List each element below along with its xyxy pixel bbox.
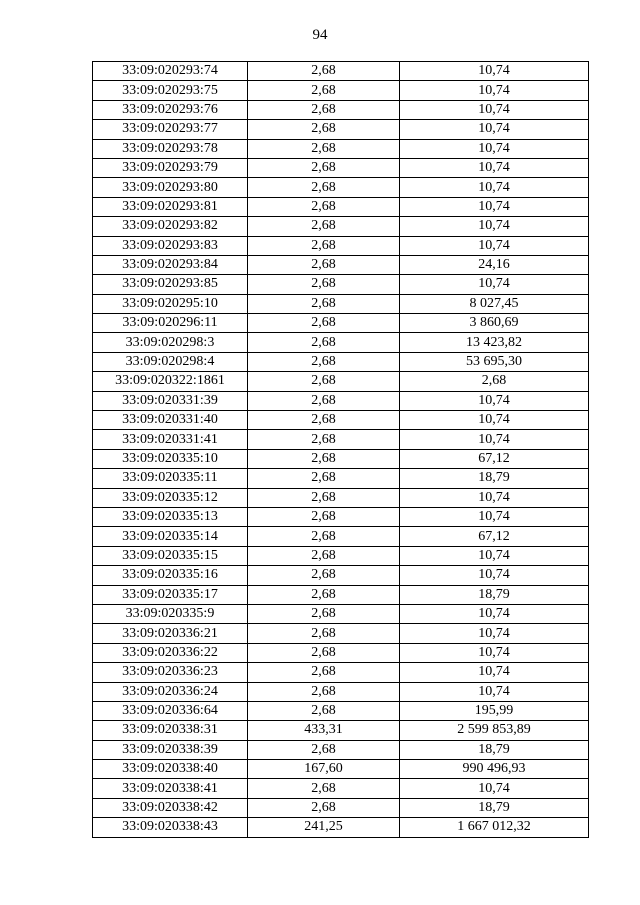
table-row: [93, 449, 589, 468]
value-a-cell: 2,68: [248, 643, 400, 662]
value-b-cell: 10,74: [400, 139, 589, 158]
table-row: [93, 352, 589, 371]
value-b-cell: 8 027,45: [400, 294, 589, 313]
table-row: [93, 760, 589, 779]
cadastral-number-cell: 33:09:020331:39: [93, 391, 248, 410]
table-row: [93, 798, 589, 817]
value-a-cell: 2,68: [248, 546, 400, 565]
value-b-cell: 10,74: [400, 682, 589, 701]
value-b-cell: 10,74: [400, 217, 589, 236]
cadastral-number-cell: 33:09:020293:84: [93, 255, 248, 274]
value-b-cell: 18,79: [400, 798, 589, 817]
value-b-cell: 67,12: [400, 527, 589, 546]
cadastral-number-cell: 33:09:020293:74: [93, 62, 248, 81]
cadastral-number-cell: 33:09:020335:14: [93, 527, 248, 546]
value-b-cell: 10,74: [400, 430, 589, 449]
value-a-cell: 2,68: [248, 449, 400, 468]
table-row: [93, 604, 589, 623]
value-a-cell: 2,68: [248, 663, 400, 682]
value-a-cell: 2,68: [248, 527, 400, 546]
value-a-cell: 2,68: [248, 682, 400, 701]
cadastral-number-cell: 33:09:020335:17: [93, 585, 248, 604]
value-a-cell: 2,68: [248, 585, 400, 604]
value-a-cell: 2,68: [248, 701, 400, 720]
cadastral-number-cell: 33:09:020293:77: [93, 120, 248, 139]
value-a-cell: 2,68: [248, 352, 400, 371]
value-a-cell: 433,31: [248, 721, 400, 740]
table-row: [93, 275, 589, 294]
cadastral-number-cell: 33:09:020338:39: [93, 740, 248, 759]
cadastral-number-cell: 33:09:020293:83: [93, 236, 248, 255]
value-b-cell: 10,74: [400, 100, 589, 119]
table-row: [93, 566, 589, 585]
value-a-cell: 2,68: [248, 624, 400, 643]
cadastral-number-cell: 33:09:020336:22: [93, 643, 248, 662]
value-b-cell: 2 599 853,89: [400, 721, 589, 740]
cadastral-number-cell: 33:09:020338:41: [93, 779, 248, 798]
cadastral-number-cell: 33:09:020338:31: [93, 721, 248, 740]
value-b-cell: 18,79: [400, 740, 589, 759]
table-row: [93, 507, 589, 526]
table-row: [93, 62, 589, 81]
table-body: [93, 62, 589, 838]
value-b-cell: 10,74: [400, 624, 589, 643]
cadastral-number-cell: 33:09:020293:81: [93, 197, 248, 216]
value-a-cell: 2,68: [248, 120, 400, 139]
table-row: [93, 527, 589, 546]
table-row: [93, 488, 589, 507]
cadastral-number-cell: 33:09:020322:1861: [93, 372, 248, 391]
value-b-cell: 10,74: [400, 236, 589, 255]
table-row: [93, 391, 589, 410]
table-row: [93, 217, 589, 236]
value-a-cell: 2,68: [248, 333, 400, 352]
cadastral-number-cell: 33:09:020295:10: [93, 294, 248, 313]
table-row: [93, 314, 589, 333]
value-a-cell: 2,68: [248, 411, 400, 430]
table-row: [93, 372, 589, 391]
cadastral-number-cell: 33:09:020336:23: [93, 663, 248, 682]
value-b-cell: 18,79: [400, 585, 589, 604]
cadastral-number-cell: 33:09:020335:12: [93, 488, 248, 507]
cadastral-number-cell: 33:09:020298:3: [93, 333, 248, 352]
table-row: [93, 178, 589, 197]
page-number: 94: [312, 27, 328, 43]
value-b-cell: 1 667 012,32: [400, 818, 589, 837]
data-table: [92, 61, 589, 838]
cadastral-number-cell: 33:09:020338:43: [93, 818, 248, 837]
value-b-cell: 10,74: [400, 663, 589, 682]
cadastral-number-cell: 33:09:020335:16: [93, 566, 248, 585]
table-row: [93, 158, 589, 177]
table-row: [93, 236, 589, 255]
value-a-cell: 167,60: [248, 760, 400, 779]
table-row: [93, 624, 589, 643]
value-a-cell: 2,68: [248, 430, 400, 449]
value-b-cell: 3 860,69: [400, 314, 589, 333]
value-a-cell: 2,68: [248, 255, 400, 274]
cadastral-number-cell: 33:09:020336:64: [93, 701, 248, 720]
table-row: [93, 255, 589, 274]
table-row: [93, 818, 589, 837]
cadastral-number-cell: 33:09:020293:76: [93, 100, 248, 119]
value-b-cell: 10,74: [400, 178, 589, 197]
table-row: [93, 469, 589, 488]
value-a-cell: 2,68: [248, 391, 400, 410]
value-a-cell: 2,68: [248, 372, 400, 391]
value-a-cell: 2,68: [248, 604, 400, 623]
value-b-cell: 18,79: [400, 469, 589, 488]
value-b-cell: 10,74: [400, 411, 589, 430]
cadastral-number-cell: 33:09:020335:13: [93, 507, 248, 526]
value-a-cell: 2,68: [248, 798, 400, 817]
value-b-cell: 10,74: [400, 566, 589, 585]
value-a-cell: 2,68: [248, 469, 400, 488]
value-a-cell: 2,68: [248, 197, 400, 216]
cadastral-number-cell: 33:09:020336:21: [93, 624, 248, 643]
value-b-cell: 67,12: [400, 449, 589, 468]
cadastral-number-cell: 33:09:020331:41: [93, 430, 248, 449]
value-b-cell: 10,74: [400, 604, 589, 623]
cadastral-number-cell: 33:09:020293:75: [93, 81, 248, 100]
value-b-cell: 10,74: [400, 779, 589, 798]
value-b-cell: 10,74: [400, 391, 589, 410]
cadastral-number-cell: 33:09:020336:24: [93, 682, 248, 701]
table-row: [93, 100, 589, 119]
table-row: [93, 546, 589, 565]
cadastral-number-cell: 33:09:020338:40: [93, 760, 248, 779]
value-a-cell: 2,68: [248, 62, 400, 81]
value-a-cell: 2,68: [248, 779, 400, 798]
table-row: [93, 333, 589, 352]
table-row: [93, 779, 589, 798]
value-b-cell: 10,74: [400, 275, 589, 294]
value-a-cell: 2,68: [248, 314, 400, 333]
value-b-cell: 10,74: [400, 546, 589, 565]
table-row: [93, 643, 589, 662]
table-row: [93, 139, 589, 158]
cadastral-number-cell: 33:09:020338:42: [93, 798, 248, 817]
value-b-cell: 13 423,82: [400, 333, 589, 352]
cadastral-number-cell: 33:09:020331:40: [93, 411, 248, 430]
table-row: [93, 411, 589, 430]
value-b-cell: 195,99: [400, 701, 589, 720]
value-a-cell: 2,68: [248, 217, 400, 236]
value-a-cell: 2,68: [248, 740, 400, 759]
cadastral-number-cell: 33:09:020335:11: [93, 469, 248, 488]
value-b-cell: 10,74: [400, 62, 589, 81]
value-b-cell: 10,74: [400, 643, 589, 662]
cadastral-number-cell: 33:09:020293:79: [93, 158, 248, 177]
value-b-cell: 53 695,30: [400, 352, 589, 371]
cadastral-number-cell: 33:09:020293:85: [93, 275, 248, 294]
value-a-cell: 2,68: [248, 158, 400, 177]
value-b-cell: 10,74: [400, 197, 589, 216]
value-a-cell: 2,68: [248, 488, 400, 507]
table-row: [93, 740, 589, 759]
value-b-cell: 10,74: [400, 488, 589, 507]
cadastral-number-cell: 33:09:020335:9: [93, 604, 248, 623]
cadastral-number-cell: 33:09:020293:82: [93, 217, 248, 236]
cadastral-number-cell: 33:09:020298:4: [93, 352, 248, 371]
table-row: [93, 663, 589, 682]
cadastral-number-cell: 33:09:020296:11: [93, 314, 248, 333]
cadastral-number-cell: 33:09:020335:15: [93, 546, 248, 565]
value-b-cell: 10,74: [400, 81, 589, 100]
table-row: [93, 294, 589, 313]
value-a-cell: 2,68: [248, 81, 400, 100]
cadastral-number-cell: 33:09:020293:80: [93, 178, 248, 197]
table-row: [93, 682, 589, 701]
value-a-cell: 2,68: [248, 100, 400, 119]
value-a-cell: 2,68: [248, 566, 400, 585]
value-a-cell: 2,68: [248, 178, 400, 197]
table-row: [93, 701, 589, 720]
value-a-cell: 2,68: [248, 236, 400, 255]
value-b-cell: 10,74: [400, 120, 589, 139]
value-a-cell: 2,68: [248, 275, 400, 294]
cadastral-number-cell: 33:09:020335:10: [93, 449, 248, 468]
table-row: [93, 81, 589, 100]
value-a-cell: 2,68: [248, 507, 400, 526]
value-b-cell: 2,68: [400, 372, 589, 391]
table-row: [93, 120, 589, 139]
table-row: [93, 721, 589, 740]
value-a-cell: 2,68: [248, 294, 400, 313]
value-b-cell: 10,74: [400, 158, 589, 177]
value-a-cell: 2,68: [248, 139, 400, 158]
value-b-cell: 10,74: [400, 507, 589, 526]
value-a-cell: 241,25: [248, 818, 400, 837]
table-row: [93, 197, 589, 216]
value-b-cell: 24,16: [400, 255, 589, 274]
table-row: [93, 430, 589, 449]
table-row: [93, 585, 589, 604]
cadastral-number-cell: 33:09:020293:78: [93, 139, 248, 158]
value-b-cell: 990 496,93: [400, 760, 589, 779]
